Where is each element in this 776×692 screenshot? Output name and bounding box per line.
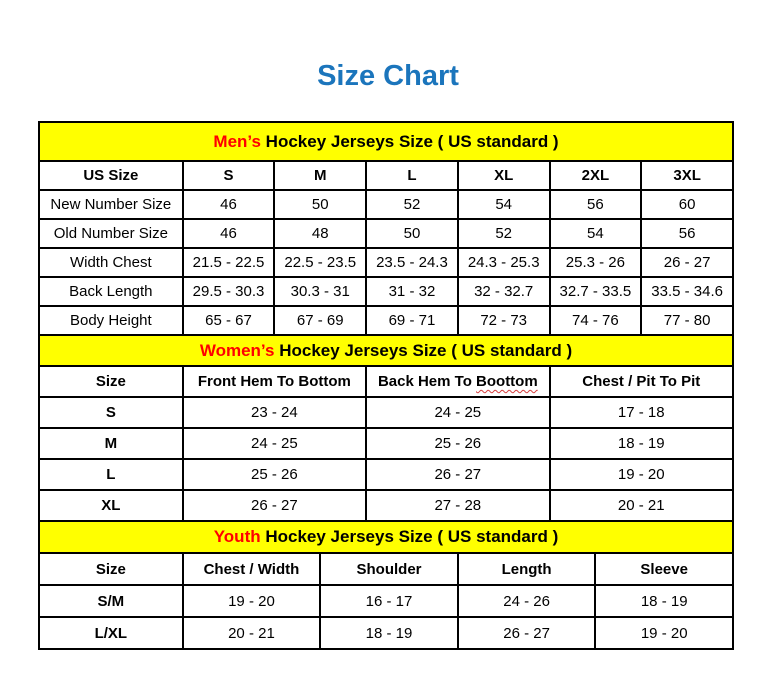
youth-size-table <box>38 520 734 650</box>
size-value-cell: 30.3 - 31 <box>274 277 366 306</box>
table-row <box>39 617 733 649</box>
column-header: Length <box>458 553 596 585</box>
column-header: XL <box>458 161 550 190</box>
size-value-cell: 31 - 32 <box>366 277 458 306</box>
size-value-cell: 32 - 32.7 <box>458 277 550 306</box>
column-header: 3XL <box>641 161 733 190</box>
table-row <box>39 585 733 617</box>
size-value-cell: 54 <box>550 219 642 248</box>
size-value-cell: 24 - 26 <box>458 585 596 617</box>
column-header: Sleeve <box>595 553 733 585</box>
section-heading-rest: Hockey Jerseys Size ( US standard ) <box>274 340 573 360</box>
size-value-cell: 17 - 18 <box>550 397 733 428</box>
table-row <box>39 277 733 306</box>
column-header: Shoulder <box>320 553 458 585</box>
mens-size-table <box>38 121 734 336</box>
size-value-cell: 50 <box>274 190 366 219</box>
section-heading-rest: Hockey Jerseys Size ( US standard ) <box>260 131 559 151</box>
row-label: Width Chest <box>39 248 183 277</box>
section-heading <box>39 335 733 366</box>
column-header: Size <box>39 366 183 397</box>
size-value-cell: 24.3 - 25.3 <box>458 248 550 277</box>
row-label: S/M <box>39 585 183 617</box>
column-header: S <box>183 161 275 190</box>
section-heading-highlight: Men’s <box>213 131 261 151</box>
size-value-cell: 24 - 25 <box>366 397 549 428</box>
size-chart-tables <box>38 121 734 650</box>
size-value-cell: 56 <box>550 190 642 219</box>
size-value-cell: 19 - 20 <box>183 585 321 617</box>
size-value-cell: 19 - 20 <box>595 617 733 649</box>
table-row <box>39 219 733 248</box>
size-value-cell: 52 <box>366 190 458 219</box>
size-value-cell: 48 <box>274 219 366 248</box>
size-value-cell: 29.5 - 30.3 <box>183 277 275 306</box>
size-value-cell: 25 - 26 <box>183 459 366 490</box>
column-header: Chest / Pit To Pit <box>550 366 733 397</box>
row-label: S <box>39 397 183 428</box>
size-value-cell: 65 - 67 <box>183 306 275 335</box>
size-value-cell: 26 - 27 <box>183 490 366 521</box>
section-heading <box>39 122 733 161</box>
row-label: XL <box>39 490 183 521</box>
table-row <box>39 490 733 521</box>
womens-size-table <box>38 334 734 522</box>
size-value-cell: 46 <box>183 219 275 248</box>
row-label: Body Height <box>39 306 183 335</box>
column-header: 2XL <box>550 161 642 190</box>
size-value-cell: 27 - 28 <box>366 490 549 521</box>
size-value-cell: 20 - 21 <box>183 617 321 649</box>
size-value-cell: 25.3 - 26 <box>550 248 642 277</box>
size-value-cell: 24 - 25 <box>183 428 366 459</box>
column-header: Front Hem To Bottom <box>183 366 366 397</box>
row-label: L <box>39 459 183 490</box>
row-label: L/XL <box>39 617 183 649</box>
size-value-cell: 52 <box>458 219 550 248</box>
section-heading-row <box>39 335 733 366</box>
column-header-row <box>39 553 733 585</box>
column-header: Size <box>39 553 183 585</box>
column-header: Chest / Width <box>183 553 321 585</box>
size-value-cell: 26 - 27 <box>641 248 733 277</box>
table-row <box>39 190 733 219</box>
page-title: Size Chart <box>317 60 459 92</box>
size-value-cell: 60 <box>641 190 733 219</box>
row-label: M <box>39 428 183 459</box>
size-value-cell: 50 <box>366 219 458 248</box>
section-heading-rest: Hockey Jerseys Size ( US standard ) <box>260 527 559 546</box>
size-value-cell: 26 - 27 <box>366 459 549 490</box>
size-value-cell: 25 - 26 <box>366 428 549 459</box>
table-row <box>39 248 733 277</box>
column-header-row <box>39 161 733 190</box>
table-row <box>39 428 733 459</box>
row-label: Back Length <box>39 277 183 306</box>
size-value-cell: 18 - 19 <box>320 617 458 649</box>
size-value-cell: 56 <box>641 219 733 248</box>
size-value-cell: 20 - 21 <box>550 490 733 521</box>
section-heading-highlight: Youth <box>213 527 261 546</box>
size-value-cell: 69 - 71 <box>366 306 458 335</box>
size-value-cell: 23 - 24 <box>183 397 366 428</box>
table-row <box>39 306 733 335</box>
size-value-cell: 46 <box>183 190 275 219</box>
section-heading-row <box>39 122 733 161</box>
table-row <box>39 397 733 428</box>
size-value-cell: 22.5 - 23.5 <box>274 248 366 277</box>
size-value-cell: 67 - 69 <box>274 306 366 335</box>
misspelled-word: Boottom <box>476 373 538 390</box>
size-value-cell: 32.7 - 33.5 <box>550 277 642 306</box>
column-header: Back Hem To Boottom <box>366 366 549 397</box>
size-value-cell: 72 - 73 <box>458 306 550 335</box>
size-value-cell: 18 - 19 <box>550 428 733 459</box>
column-header: L <box>366 161 458 190</box>
size-value-cell: 21.5 - 22.5 <box>183 248 275 277</box>
table-row <box>39 459 733 490</box>
size-value-cell: 16 - 17 <box>320 585 458 617</box>
size-value-cell: 74 - 76 <box>550 306 642 335</box>
size-value-cell: 54 <box>458 190 550 219</box>
size-value-cell: 23.5 - 24.3 <box>366 248 458 277</box>
section-heading <box>39 521 733 553</box>
size-value-cell: 26 - 27 <box>458 617 596 649</box>
column-header-row <box>39 366 733 397</box>
column-header: M <box>274 161 366 190</box>
row-label: Old Number Size <box>39 219 183 248</box>
row-label: New Number Size <box>39 190 183 219</box>
section-heading-highlight: Women’s <box>199 340 275 360</box>
column-header: US Size <box>39 161 183 190</box>
size-value-cell: 33.5 - 34.6 <box>641 277 733 306</box>
size-value-cell: 77 - 80 <box>641 306 733 335</box>
size-value-cell: 18 - 19 <box>595 585 733 617</box>
section-heading-row <box>39 521 733 553</box>
size-value-cell: 19 - 20 <box>550 459 733 490</box>
